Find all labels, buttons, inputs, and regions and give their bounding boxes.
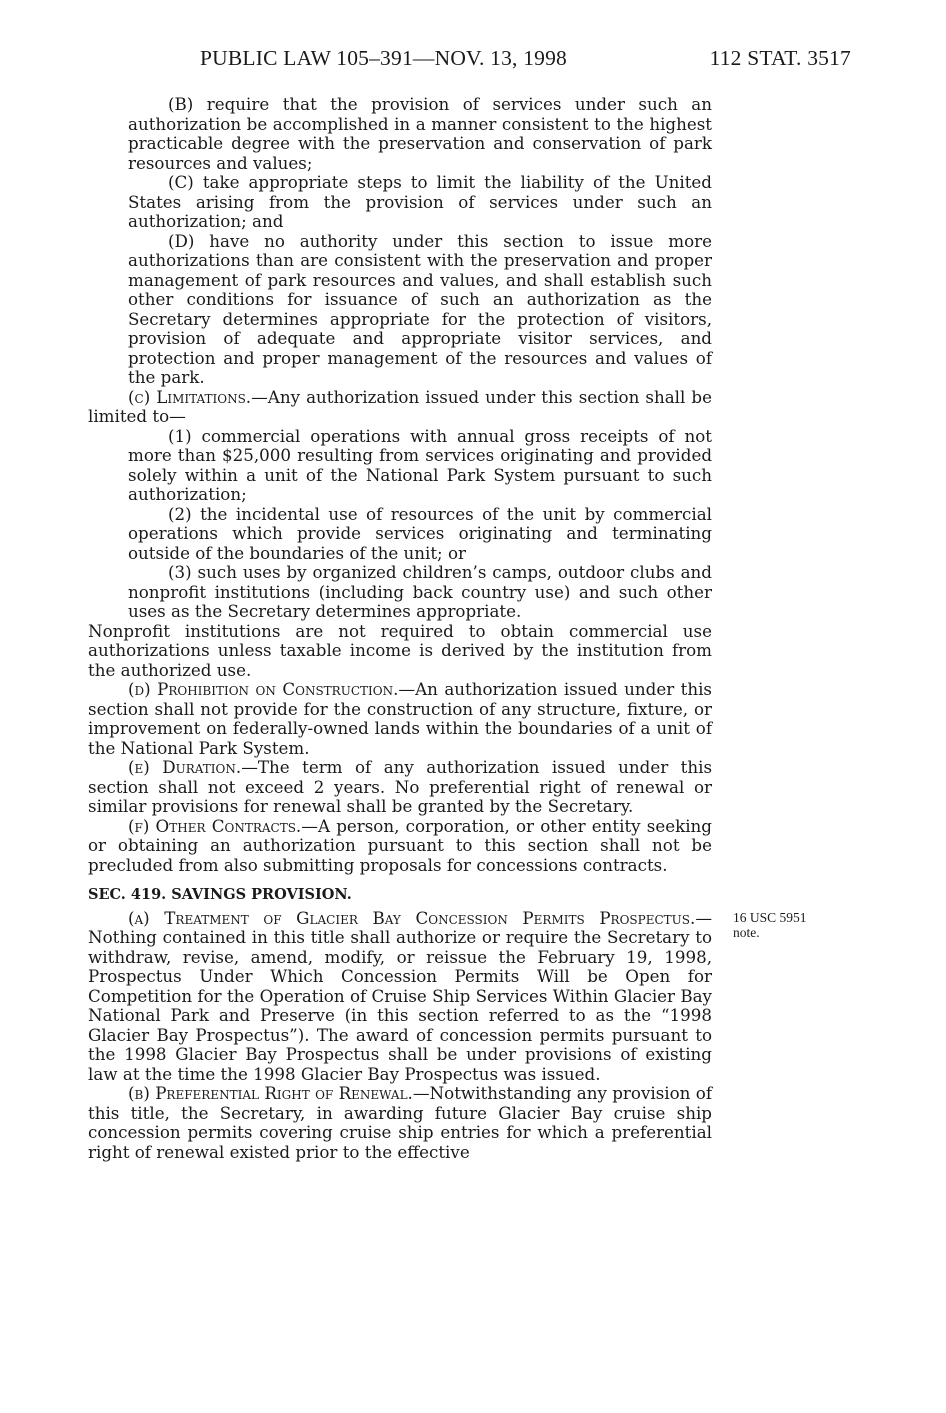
limitation-1: (1) commercial operations with annual gross receipts of not more than $25,000 resulting from services originating and provided solely within a unit of the National Park System pursuant to such authorization; xyxy=(128,425,712,504)
limitations-text: —Any authorization issued under this section shall be limited to— xyxy=(88,386,712,426)
statute-page: 112 STAT. 3517 xyxy=(709,46,851,70)
preferential-text: —Notwithstanding any provision of this title, the Secretary, in awarding future Glacier Bay cruise ship concession permits covering cruise ship entries for which a preferential right of renewal existed prior to the effective xyxy=(88,1083,712,1162)
subsection-preferential xyxy=(88,1084,712,1162)
treatment-text: —Nothing contained in this title shall authorize or require the Secretary to withdraw, revise, amend, modify, or reissue the February 19, 1998, Prospectus Under Which Concession Permits Will be Open for Competition for the Operation of Cruise Ship Services Within Glacier Bay National Park and Preserve (in this section referred to as the “1998 Glacier Bay Prospectus”). The award of concession permits pursuant to the 1998 Glacier Bay Prospectus shall be under provisions of existing law at the time the 1998 Glacier Bay Prospectus was issued. xyxy=(88,907,712,1084)
law-citation: PUBLIC LAW 105–391—NOV. 13, 1998 xyxy=(200,46,568,70)
subsection-treatment xyxy=(88,909,712,1085)
limitations-heading: (c) Limitations. xyxy=(128,386,252,407)
subsection-duration xyxy=(88,758,712,817)
subsection-other-contracts xyxy=(88,817,712,876)
treatment-heading: (a) Treatment of Glacier Bay Concession Permits Prospectus. xyxy=(128,907,696,928)
document-body xyxy=(88,95,712,1162)
section-heading: SEC. 419. SAVINGS PROVISION. xyxy=(88,886,352,903)
margin-note-citation: 16 USC 5951 xyxy=(733,910,807,925)
prohibition-text: —An authorization issued under this section shall not provide for the construction of any structure, fixture, or improvement on federally-owned lands within the boundaries of a unit of the National Park System. xyxy=(88,679,712,758)
paragraph-b: (B) require that the provision of services under such an authorization be accomplished in a manner consistent to the highest practicable degree with the preservation and conservation of park resources and values; xyxy=(128,94,712,173)
nonprofit-paragraph: Nonprofit institutions are not required to obtain commercial use authorizations unless taxable income is derived by the institution from the authorized use. xyxy=(88,620,712,680)
prohibition-heading: (d) Prohibition on Construction. xyxy=(128,679,399,699)
limitation-3: (3) such uses by organized children’s camps, outdoor clubs and nonprofit institutions (including back country use) and such other uses as the Secretary determines appropriate. xyxy=(128,562,712,621)
subsection-limitations xyxy=(88,388,712,427)
other-contracts-heading: (f) Other Contracts. xyxy=(128,815,302,836)
margin-note-label: note. xyxy=(733,925,760,940)
limitation-2: (2) the incidental use of resources of the unit by commercial operations which provide services originating and terminating outside of the boundaries of the unit; or xyxy=(128,503,712,563)
margin-note xyxy=(733,910,843,940)
paragraph-c: (C) take appropriate steps to limit the liability of the United States arising from the provision of services under such an authorization; and xyxy=(128,172,712,231)
duration-heading: (e) Duration. xyxy=(128,757,242,777)
page-header xyxy=(200,46,851,76)
subsection-prohibition xyxy=(88,680,712,758)
preferential-heading: (b) Preferential Right of Renewal. xyxy=(128,1083,413,1103)
paragraph-d: (D) have no authority under this section to issue more authorizations than are consistent with the preservation and proper management of park resources and values, and shall establish such other conditions for issuance of such an authorization as the Secretary determines appropriate for the protection of visitors, provision of adequate and appropriate visitor services, and protection and proper management of the resources and values of the park. xyxy=(128,230,712,387)
duration-text: —The term of any authorization issued under this section shall not exceed 2 years. No preferential right of renewal or similar provisions for renewal shall be granted by the Secretary. xyxy=(88,757,713,816)
other-contracts-text: —A person, corporation, or other entity seeking or obtaining an authorization pursuant to this section shall not be precluded from also submitting proposals for concessions contracts. xyxy=(88,815,712,875)
